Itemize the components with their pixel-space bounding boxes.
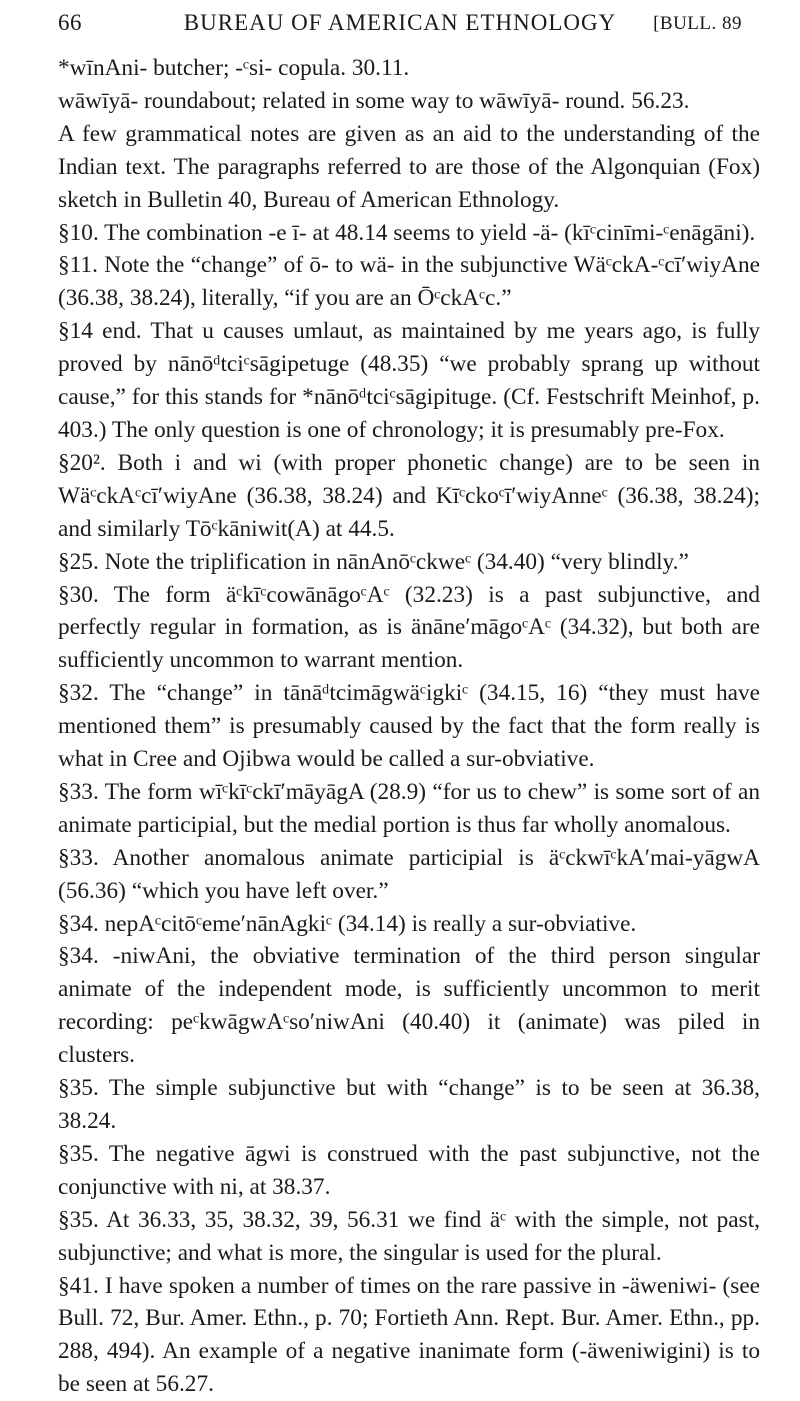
note-paragraph: §11. Note the “change” of ō- to wä- in the subjunctive WäᶜckA-ᶜcīʹwiyAne (36.38, 38.24), literally, “if you are an ŌᶜckAᶜc.” — [58, 252, 760, 312]
note-paragraph: §41. I have spoken a number of times on the rare passive in -äweniwi- (see Bull. 72, Bur. Amer. Ethn., p. 70; Fortieth Ann. Rept. Bur. Amer. Ethn., pp. 288, 494). An example of a negative inanimate form (-äweniwigini) is to be seen at 56.27. — [58, 1272, 760, 1398]
note-paragraph: §34. nepAᶜcitōᶜemeʹnānAgkiᶜ (34.14) is really a sur-obviative. — [58, 910, 637, 937]
note-paragraph: §25. Note the triplification in nānAnōᶜckweᶜ (34.40) “very blindly.” — [58, 548, 689, 575]
glossary-entry: wāwīyā- roundabout; related in some way to wāwīyā- round. 56.23. — [58, 87, 690, 114]
note-paragraph: §14 end. That u causes umlaut, as maintained by me years ago, is fully proved by nānōᵈtciᶜsāgipetuge (48.35) “we probably sprang up without cause,” for this stands for *nānōᵈtciᶜsāgipituge. (Cf. Festschrift Meinhof, p. 403.) The only question is one of chronology; it is presumably pre-Fox. — [58, 318, 760, 443]
note-paragraph: §35. The simple subjunctive but with “change” is to be seen at 36.38, 38.24. — [58, 1075, 760, 1134]
page-number: 66 — [58, 10, 82, 35]
note-paragraph: §33. The form wīᶜkīᶜckīʹmāyāgA (28.9) “for us to chew” is some sort of an animate participial, but the medial portion is thus far wholly anomalous. — [58, 778, 760, 838]
bulletin-reference: [BULL. 89 — [653, 13, 742, 34]
glossary-entry: *wīnAni- butcher; -ᶜsi- copula. 30.11. — [58, 55, 410, 81]
note-paragraph: §10. The combination -e ī- at 48.14 seems to yield -ä- (kīᶜcinīmi-ᶜenāgāni). — [58, 219, 756, 246]
note-paragraph: §34. -niwAni, the obviative termination of the third person singular animate of the independent mode, is sufficiently uncommon to merit recording: peᶜkwāgwAᶜsoʹniwAni (40.40) it (animate) was piled in clusters. — [58, 943, 760, 1069]
body-text — [58, 52, 760, 1401]
note-paragraph: §33. Another anomalous animate participial is äᶜckwīᶜkAʹmai-yāgwA (56.36) “which you have left over.” — [58, 844, 760, 904]
note-paragraph: §30. The form äᶜkīᶜcowānāgoᶜAᶜ (32.23) is a past subjunctive, and perfectly regular in formation, as is änāneʹmāgoᶜAᶜ (34.32), but both are sufficiently uncommon to warrant mention. — [58, 581, 760, 674]
note-paragraph: §20². Both i and wi (with proper phonetic change) are to be seen in WäᶜckAᶜcīʹwiyAne (36.38, 38.24) and KīᶜckoᶜīʹwiyAnneᶜ (36.38, 38.24); and similarly Tōᶜkāniwit(A) at 44.5. — [58, 449, 760, 542]
note-paragraph: §35. At 36.33, 35, 38.32, 39, 56.31 we find äᶜ with the simple, not past, subjunctive; and what is more, the singular is used for the plural. — [58, 1206, 760, 1266]
note-paragraph: §32. The “change” in tānāᵈtcimāgwäᶜigkiᶜ (34.15, 16) “they must have mentioned them” is presumably caused by the fact that the form really is what in Cree and Ojibwa would be called a sur-obviative. — [58, 680, 760, 773]
running-header — [58, 10, 742, 50]
running-title: BUREAU OF AMERICAN ETHNOLOGY — [183, 10, 617, 35]
note-paragraph: §35. The negative āgwi is construed with the past subjunctive, not the conjunctive with ni, at 38.37. — [58, 1140, 760, 1200]
intro-paragraph: A few grammatical notes are given as an aid to the understanding of the Indian text. The paragraphs referred to are those of the Algonquian (Fox) sketch in Bulletin 40, Bureau of American Ethnology. — [58, 120, 760, 213]
